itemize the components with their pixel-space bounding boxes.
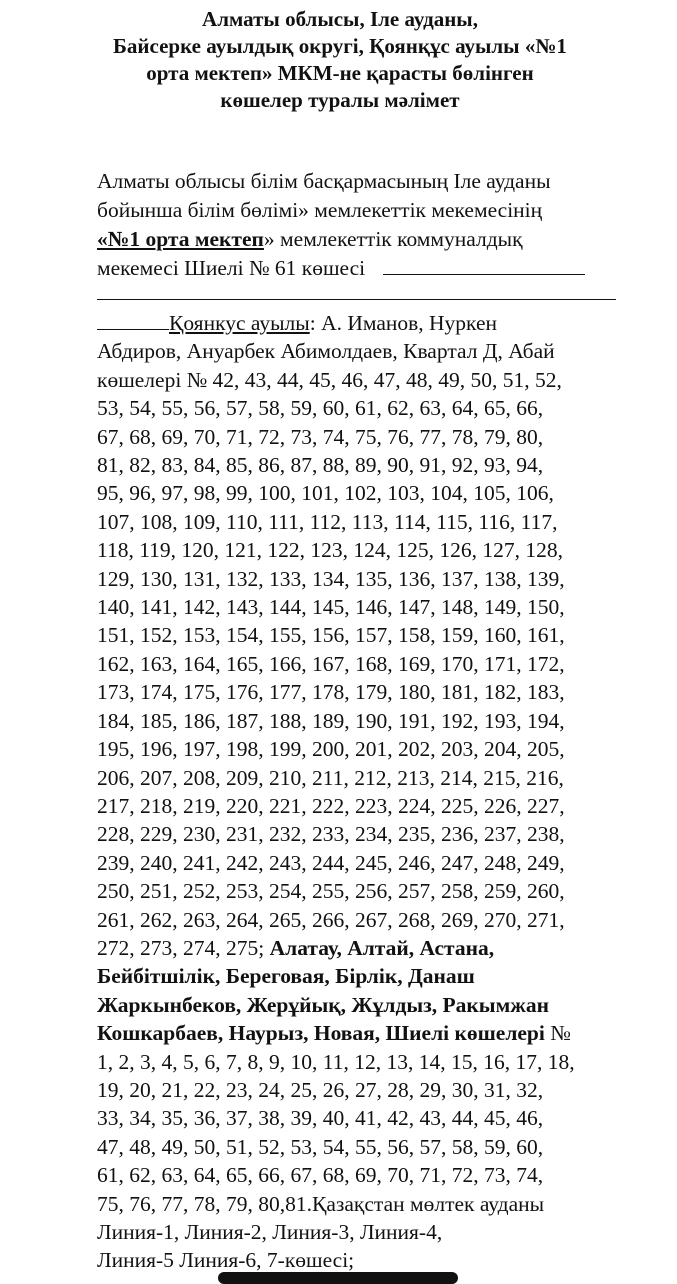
street-list-line: Линия-5 Линия-6, 7-көшесі; xyxy=(97,1248,355,1273)
home-indicator-bar[interactable] xyxy=(218,1272,458,1284)
street-list-plain: № xyxy=(544,1021,571,1046)
street-list-line: : А. Иманов, Нуркен xyxy=(309,311,498,335)
street-list-line: 151, 152, 153, 154, 155, 156, 157, 158, 159, 160, 161, xyxy=(97,623,565,648)
street-list-line: 261, 262, 263, 264, 265, 266, 267, 268, 269, 270, 271, xyxy=(97,907,565,932)
street-list-line: 19, 20, 21, 22, 23, 24, 25, 26, 27, 28, 29, 30, 31, 32, xyxy=(97,1077,544,1102)
street-list-line: 173, 174, 175, 176, 177, 178, 179, 180, 181, 182, 183, xyxy=(97,680,565,705)
intro-line-2: бойынша білім бөлімі» мемлекеттік мекемесінің xyxy=(97,198,543,222)
intro-paragraph xyxy=(97,167,637,283)
title-line-1: Алматы облысы, Іле ауданы, xyxy=(202,7,478,31)
street-list-line: 228, 229, 230, 231, 232, 233, 234, 235, 236, 237, 238, xyxy=(97,822,565,847)
street-list-line: 217, 218, 219, 220, 221, 222, 223, 224, 225, 226, 227, xyxy=(97,793,565,818)
street-list-line: 107, 108, 109, 110, 111, 112, 113, 114, 115, 116, 117, xyxy=(97,509,558,534)
street-list-line: 95, 96, 97, 98, 99, 100, 101, 102, 103, 104, 105, 106, xyxy=(97,481,554,506)
street-list-line: көшелері № 42, 43, 44, 45, 46, 47, 48, 49, 50, 51, 52, xyxy=(97,367,562,392)
street-list-line: 75, 76, 77, 78, 79, 80,81.Қазақстан мөлтек ауданы xyxy=(97,1191,545,1216)
fill-in-blank-line xyxy=(383,260,585,275)
street-list-line: 184, 185, 186, 187, 188, 189, 190, 191, 192, 193, 194, xyxy=(97,708,565,733)
street-list-line: 206, 207, 208, 209, 210, 211, 212, 213, 214, 215, 216, xyxy=(97,765,564,790)
street-list-line: 162, 163, 164, 165, 166, 167, 168, 169, 170, 171, 172, xyxy=(97,651,565,676)
street-list-line: 250, 251, 252, 253, 254, 255, 256, 257, 258, 259, 260, xyxy=(97,879,565,904)
street-list-line: 239, 240, 241, 242, 243, 244, 245, 246, 247, 248, 249, xyxy=(97,850,565,875)
intro-line-4-text: мекемесі Шиелі № 61 көшесі xyxy=(97,256,366,280)
title-line-2: Байсерке ауылдық округі, Қоянқұс ауылы «№1 xyxy=(113,34,567,58)
street-list-line xyxy=(97,1019,637,1047)
street-list-line: 53, 54, 55, 56, 57, 58, 59, 60, 61, 62, 63, 64, 65, 66, xyxy=(97,396,544,421)
intro-line-1: Алматы облысы білім басқармасының Іле ауданы xyxy=(97,169,551,193)
title-line-4: көшелер туралы мәлімет xyxy=(220,88,460,112)
street-list-line: Линия-1, Линия-2, Линия-3, Линия-4, xyxy=(97,1220,443,1244)
street-list-first-line xyxy=(97,309,637,337)
street-list-line: 129, 130, 131, 132, 133, 134, 135, 136, 137, 138, 139, xyxy=(97,566,565,591)
street-names-bold: Кошкарбаев, Наурыз, Новая, Шиелі көшелері xyxy=(97,1021,545,1046)
street-list-line: 67, 68, 69, 70, 71, 72, 73, 74, 75, 76, 77, 78, 79, 80, xyxy=(97,424,544,449)
street-list-line: 81, 82, 83, 84, 85, 86, 87, 88, 89, 90, 91, 92, 93, 94, xyxy=(97,453,544,478)
village-label: Қоянкус ауылы xyxy=(169,311,310,335)
street-list-line: 47, 48, 49, 50, 51, 52, 53, 54, 55, 56, 57, 58, 59, 60, xyxy=(97,1134,544,1159)
intro-line-3-rest: » мемлекеттік коммуналдық xyxy=(263,227,523,251)
street-list-line xyxy=(97,934,637,962)
street-list-line: 61, 62, 63, 64, 65, 66, 67, 68, 69, 70, 71, 72, 73, 74, xyxy=(97,1163,544,1188)
street-list-line: 118, 119, 120, 121, 122, 123, 124, 125, 126, 127, 128, xyxy=(97,538,564,563)
intro-line-3 xyxy=(97,225,637,254)
indent-underline xyxy=(97,311,169,330)
street-list-line: Абдиров, Ануарбек Абимолдаев, Квартал Д, Абай xyxy=(97,339,555,364)
fill-in-full-line xyxy=(97,299,616,300)
street-list-plain: 272, 273, 274, 275; xyxy=(97,935,270,960)
intro-line-4 xyxy=(97,254,637,283)
street-names-bold-line: Жаркынбеков, Жерұйық, Жұлдыз, Ракымжан xyxy=(97,992,549,1017)
title-line-3: орта мектеп» МКМ-не қарасты бөлінген xyxy=(146,61,534,85)
street-list-paragraph xyxy=(97,309,637,1275)
street-list-line: 140, 141, 142, 143, 144, 145, 146, 147, 148, 149, 150, xyxy=(97,595,565,620)
street-list-line: 1, 2, 3, 4, 5, 6, 7, 8, 9, 10, 11, 12, 13, 14, 15, 16, 17, 18, xyxy=(97,1049,575,1074)
street-list-line: 33, 34, 35, 36, 37, 38, 39, 40, 41, 42, 43, 44, 45, 46, xyxy=(97,1106,544,1131)
street-list-line: 195, 196, 197, 198, 199, 200, 201, 202, 203, 204, 205, xyxy=(97,737,565,762)
school-name: «№1 орта мектеп xyxy=(97,227,264,251)
street-names-bold-line: Бейбітшілік, Береговая, Бірлік, Данаш xyxy=(97,964,475,989)
document-title xyxy=(60,6,620,114)
street-names-bold: Алатау, Алтай, Астана, xyxy=(269,935,495,960)
